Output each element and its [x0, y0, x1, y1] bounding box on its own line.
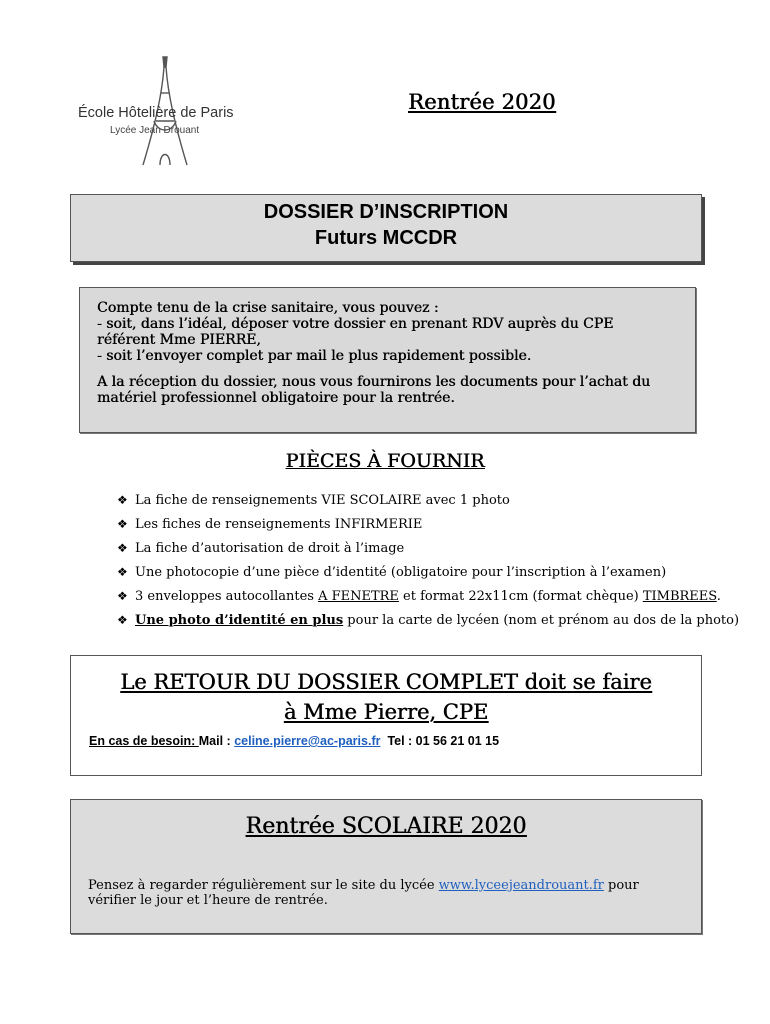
diamond-bullet-icon: ❖: [117, 613, 128, 627]
notice-line: A la réception du dossier, nous vous fournirons les documents pour l’achat du: [97, 374, 651, 390]
list-item: ❖ Une photocopie d’une pièce d’identité (obligatoire pour l’inscription à l’examen): [117, 562, 757, 586]
diamond-bullet-icon: ❖: [117, 493, 128, 507]
contact-line: [89, 734, 499, 748]
diamond-bullet-icon: ❖: [117, 517, 128, 531]
list-item: ❖ La fiche de renseignements VIE SCOLAIRE avec 1 photo: [117, 490, 757, 514]
diamond-bullet-icon: ❖: [117, 589, 128, 603]
notice-line: référent Mme PIERRE,: [97, 332, 261, 348]
lycee-name: Lycée Jean Drouant: [110, 125, 200, 136]
list-item: ❖ La fiche d’autorisation de droit à l’image: [117, 538, 757, 562]
email-link[interactable]: celine.pierre@ac-paris.fr: [234, 734, 381, 748]
notice-line: matériel professionnel obligatoire pour la rentrée.: [97, 390, 455, 406]
retour-subheading: à Mme Pierre, CPE: [283, 700, 489, 724]
notice-line: - soit, dans l’idéal, déposer votre dossier en prenant RDV auprès du CPE: [97, 316, 614, 332]
diamond-bullet-icon: ❖: [117, 565, 128, 579]
list-item: ❖ Les fiches de renseignements INFIRMERIE: [117, 514, 757, 538]
school-name: École Hôtelière de Paris: [78, 105, 234, 121]
rentree-scolaire-title: Rentrée SCOLAIRE 2020: [245, 814, 527, 839]
website-link[interactable]: www.lyceejeandrouant.fr: [438, 878, 604, 893]
notice-box: [79, 287, 696, 433]
rentree-heading: Rentrée 2020: [408, 90, 556, 114]
phone-number: Tel : 01 56 21 01 15: [387, 734, 500, 748]
list-item: ❖ Une photo d’identité en plus pour la carte de lycéen (nom et prénom au dos de la photo): [117, 610, 757, 634]
school-logo: [70, 55, 260, 170]
besoin-label: En cas de besoin:: [89, 734, 199, 748]
document-subtitle: Futurs MCCDR: [314, 227, 458, 249]
title-box: [70, 194, 702, 262]
notice-line: - soit l’envoyer complet par mail le plus rapidement possible.: [97, 348, 532, 364]
retour-heading: Le RETOUR DU DOSSIER COMPLET doit se faire: [120, 670, 652, 694]
notice-line: Compte tenu de la crise sanitaire, vous pouvez :: [97, 300, 439, 316]
rentree-scolaire-box: [70, 799, 702, 934]
notice-paragraph-1: [97, 300, 687, 364]
pieces-heading: PIÈCES À FOURNIR: [285, 450, 485, 472]
document-title: DOSSIER D’INSCRIPTION: [263, 201, 509, 223]
mail-label: Mail :: [198, 734, 235, 748]
retour-box: [70, 655, 702, 776]
rentree-scolaire-text: Pensez à regarder régulièrement sur le site du lycée www.lyceejeandrouant.fr pour vérifier le jour et l’heure de rentrée.: [88, 878, 639, 908]
diamond-bullet-icon: ❖: [117, 541, 128, 555]
pieces-list: [117, 490, 757, 634]
list-item: ❖ 3 enveloppes autocollantes A FENETRE et format 22x11cm (format chèque) TIMBREES.: [117, 586, 757, 610]
notice-paragraph-2: [97, 374, 687, 406]
